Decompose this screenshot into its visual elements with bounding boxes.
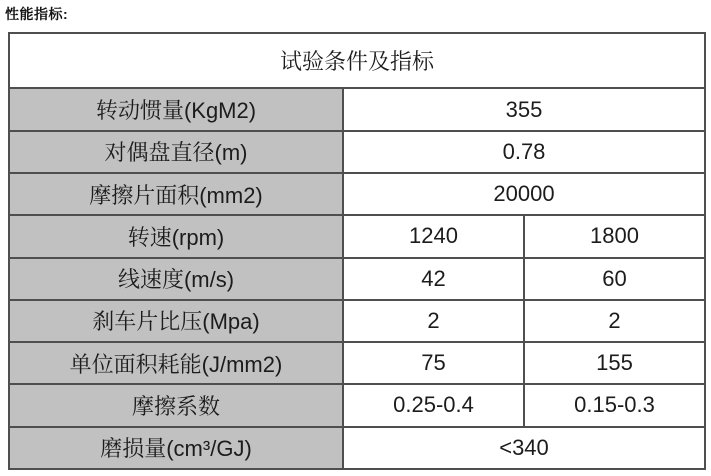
row-label: 对偶盘直径(m) <box>9 131 343 173</box>
table-row <box>9 427 705 469</box>
row-label: 线速度(m/s) <box>9 258 343 300</box>
row-label: 摩擦系数 <box>9 384 343 426</box>
row-value: 0.15-0.3 <box>524 384 705 426</box>
table-title: 试验条件及指标 <box>9 33 705 88</box>
table-row <box>9 215 705 257</box>
row-value: 1800 <box>524 215 705 257</box>
table-row <box>9 88 705 130</box>
row-value: 42 <box>343 258 524 300</box>
row-value: 155 <box>524 342 705 384</box>
row-label: 摩擦片面积(mm2) <box>9 173 343 215</box>
row-value: 2 <box>343 300 524 342</box>
row-label: 刹车片比压(Mpa) <box>9 300 343 342</box>
row-value: 75 <box>343 342 524 384</box>
row-value: <340 <box>343 427 705 469</box>
row-label: 转动惯量(KgM2) <box>9 88 343 130</box>
table-row <box>9 300 705 342</box>
table-row <box>9 258 705 300</box>
table-row <box>9 131 705 173</box>
row-value: 2 <box>524 300 705 342</box>
row-label: 磨损量(cm³/GJ) <box>9 427 343 469</box>
table-row <box>9 384 705 426</box>
row-value: 20000 <box>343 173 705 215</box>
row-value: 0.25-0.4 <box>343 384 524 426</box>
row-value: 0.78 <box>343 131 705 173</box>
spec-table <box>8 32 706 470</box>
page-heading: 性能指标: <box>5 6 69 22</box>
row-label: 单位面积耗能(J/mm2) <box>9 342 343 384</box>
row-value: 60 <box>524 258 705 300</box>
table-row <box>9 342 705 384</box>
row-value: 355 <box>343 88 705 130</box>
table-row <box>9 173 705 215</box>
row-value: 1240 <box>343 215 524 257</box>
table-body <box>9 33 705 469</box>
table-title-row <box>9 33 705 88</box>
row-label: 转速(rpm) <box>9 215 343 257</box>
